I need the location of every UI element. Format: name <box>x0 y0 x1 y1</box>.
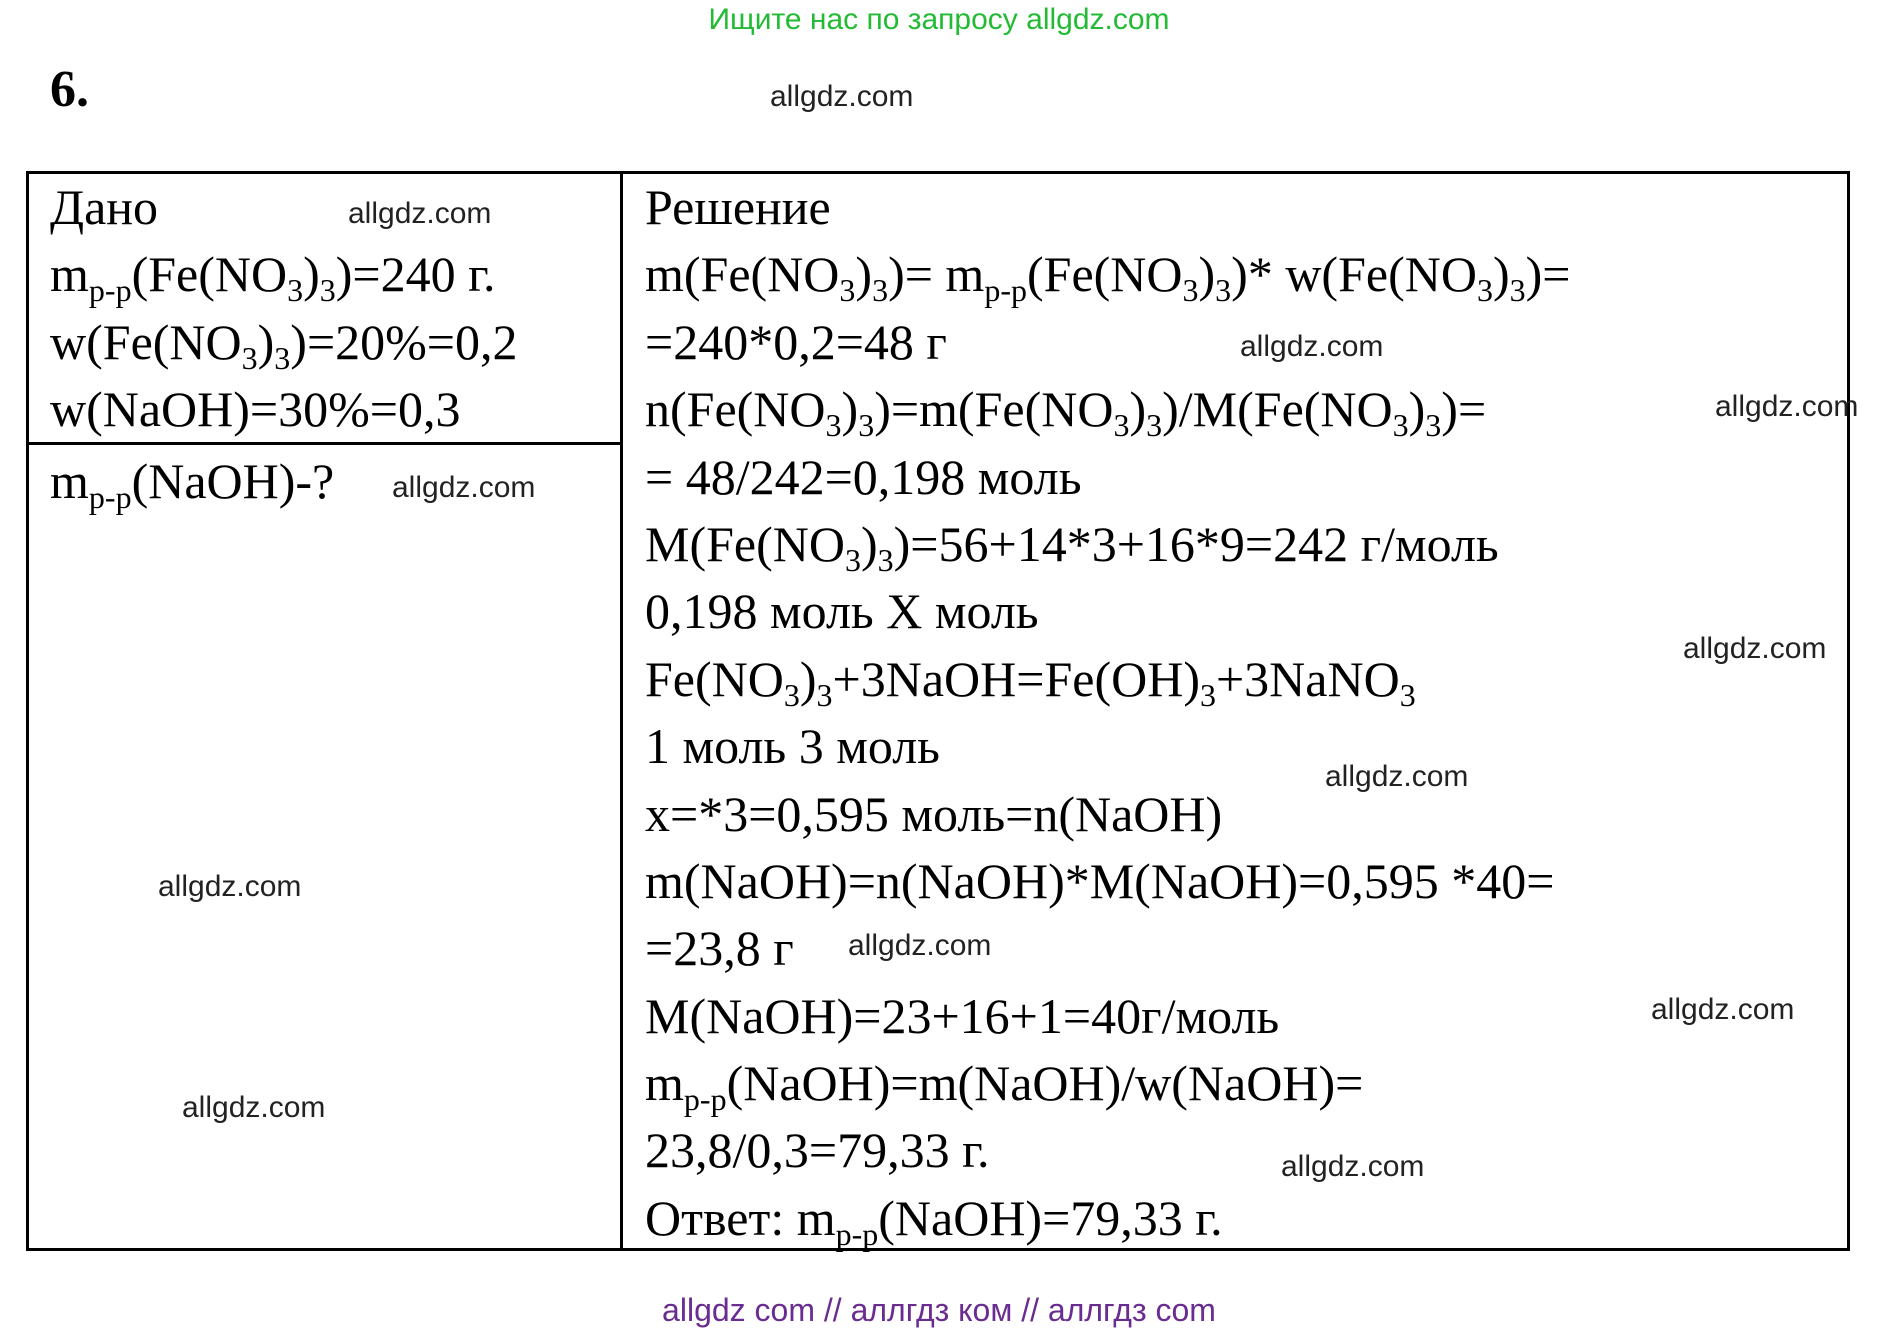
formula-text: (Fe(NO <box>1026 246 1183 303</box>
formula-text: Ответ: m <box>645 1189 836 1246</box>
watermark: allgdz.com <box>770 80 914 113</box>
formula-text: 0,198 моль X моль <box>645 583 1039 640</box>
subscript: 3 <box>1215 272 1232 309</box>
watermark: allgdz.com <box>1683 632 1827 665</box>
formula-text: m <box>645 1055 684 1112</box>
formula-text: ) <box>841 381 859 438</box>
formula-text: n(Fe(NO <box>645 381 826 438</box>
solution-line <box>645 848 1570 915</box>
formula-text: M(Fe(NO <box>645 515 845 572</box>
solution-line <box>645 578 1570 645</box>
formula-text: )= <box>1525 246 1571 303</box>
solution-line <box>645 1117 1570 1184</box>
subscript: 3 <box>825 407 842 444</box>
formula-text: 1 моль 3 моль <box>645 718 940 775</box>
solution-heading: Решение <box>645 179 831 235</box>
formula-text: )/M(Fe(NO <box>1162 381 1393 438</box>
formula-text: (NaOH)=79,33 г. <box>878 1189 1223 1246</box>
given-line <box>50 376 518 443</box>
subscript: 3 <box>872 272 889 309</box>
solution-line <box>645 1050 1570 1117</box>
subscript: 3 <box>319 272 336 309</box>
formula-text: w(Fe(NO <box>50 313 242 370</box>
formula-text: )=240 г. <box>335 246 496 303</box>
solution-line <box>645 1185 1570 1252</box>
formula-text: ) <box>1492 246 1510 303</box>
solution-column <box>645 174 1570 1252</box>
subscript: 3 <box>1113 407 1130 444</box>
formula-text: +3NaNO <box>1215 650 1400 707</box>
solution-line <box>645 309 1570 376</box>
subscript: 3 <box>858 407 875 444</box>
subscript: 3 <box>1146 407 1163 444</box>
formula-text: =23,8 г <box>645 920 794 977</box>
formula-text: ) <box>799 650 817 707</box>
footer-links: allgdz com // аллгдз ком // аллгдз com <box>662 1292 1216 1328</box>
table-divider-vertical <box>620 171 623 1251</box>
subscript: 3 <box>1199 676 1216 713</box>
subscript: 3 <box>287 272 304 309</box>
solution-line <box>645 646 1570 713</box>
solution-line <box>645 444 1570 511</box>
subscript: 3 <box>1399 676 1416 713</box>
formula-text: = 48/242=0,198 моль <box>645 448 1082 505</box>
formula-text: )=56+14*3+16*9=242 г/моль <box>893 515 1499 572</box>
formula-text: M(NaOH)=23+16+1=40г/моль <box>645 987 1280 1044</box>
formula-text: )=m(Fe(NO <box>874 381 1114 438</box>
find-line <box>50 448 334 515</box>
formula-text: )* w(Fe(NO <box>1231 246 1477 303</box>
formula-text: )= m <box>888 246 985 303</box>
watermark: allgdz.com <box>1651 993 1795 1026</box>
formula-text: Fe(NO <box>645 650 784 707</box>
formula-text: ) <box>855 246 873 303</box>
formula-text: 23,8/0,3=79,33 г. <box>645 1122 990 1179</box>
watermark: allgdz.com <box>1325 760 1469 793</box>
watermark: allgdz.com <box>1240 330 1384 363</box>
subscript: 3 <box>241 339 258 376</box>
given-lines <box>50 241 518 443</box>
formula-text: m(NaOH)=n(NaOH)*M(NaOH)=0,595 *40= <box>645 852 1555 909</box>
watermark: allgdz.com <box>848 929 992 962</box>
subscript: р-р <box>88 272 132 309</box>
formula-text: w(NaOH)=30%=0,3 <box>50 381 461 438</box>
formula-text: ) <box>1129 381 1147 438</box>
watermark: allgdz.com <box>158 870 302 903</box>
formula-text: (NaOH)=m(NaOH)/w(NaOH)= <box>726 1055 1364 1112</box>
formula-text: m <box>50 246 89 303</box>
solution-line <box>645 983 1570 1050</box>
subscript: 3 <box>783 676 800 713</box>
subscript: 3 <box>839 272 856 309</box>
watermark: allgdz.com <box>1715 390 1859 423</box>
formula-text: ) <box>860 515 878 572</box>
solution-line <box>645 241 1570 308</box>
formula-text: )= <box>1441 381 1487 438</box>
subscript: 3 <box>844 541 861 578</box>
solution-line <box>645 915 1570 982</box>
formula-text: (Fe(NO <box>131 246 288 303</box>
solution-line <box>645 511 1570 578</box>
formula-text: (NaOH)-? <box>131 453 335 509</box>
subscript: 3 <box>1392 407 1409 444</box>
find-column <box>50 448 334 515</box>
subscript: 3 <box>816 676 833 713</box>
subscript: 3 <box>1425 407 1442 444</box>
given-line <box>50 241 518 308</box>
formula-text: x=*3=0,595 моль=n(NaOH) <box>645 785 1223 842</box>
formula-text: ) <box>303 246 320 303</box>
watermark: allgdz.com <box>1281 1150 1425 1183</box>
subscript: р-р <box>683 1081 727 1118</box>
subscript: 3 <box>274 339 291 376</box>
subscript: р-р <box>835 1215 879 1252</box>
formula-text: ) <box>257 313 275 370</box>
formula-text: +3NaOH=Fe(OH) <box>832 650 1200 707</box>
watermark: allgdz.com <box>348 197 492 230</box>
subscript: 3 <box>1182 272 1199 309</box>
solution-line <box>645 376 1570 443</box>
watermark: allgdz.com <box>392 471 536 504</box>
watermark: allgdz.com <box>182 1091 326 1124</box>
formula-text: ) <box>1408 381 1426 438</box>
site-banner: Ищите нас по запросу allgdz.com <box>708 3 1170 36</box>
formula-text: m <box>50 453 89 509</box>
formula-text: =240*0,2=48 г <box>645 313 947 370</box>
formula-text: ) <box>1198 246 1216 303</box>
given-heading: Дано <box>50 179 159 235</box>
subscript: 3 <box>877 541 894 578</box>
formula-text: m(Fe(NO <box>645 246 840 303</box>
solution-lines <box>645 241 1570 1252</box>
task-number: 6. <box>50 61 89 118</box>
subscript: 3 <box>1509 272 1526 309</box>
subscript: р-р <box>88 479 132 515</box>
subscript: р-р <box>984 272 1027 309</box>
subscript: 3 <box>1476 272 1493 309</box>
given-line <box>50 309 518 376</box>
formula-text: )=20%=0,2 <box>290 313 518 370</box>
